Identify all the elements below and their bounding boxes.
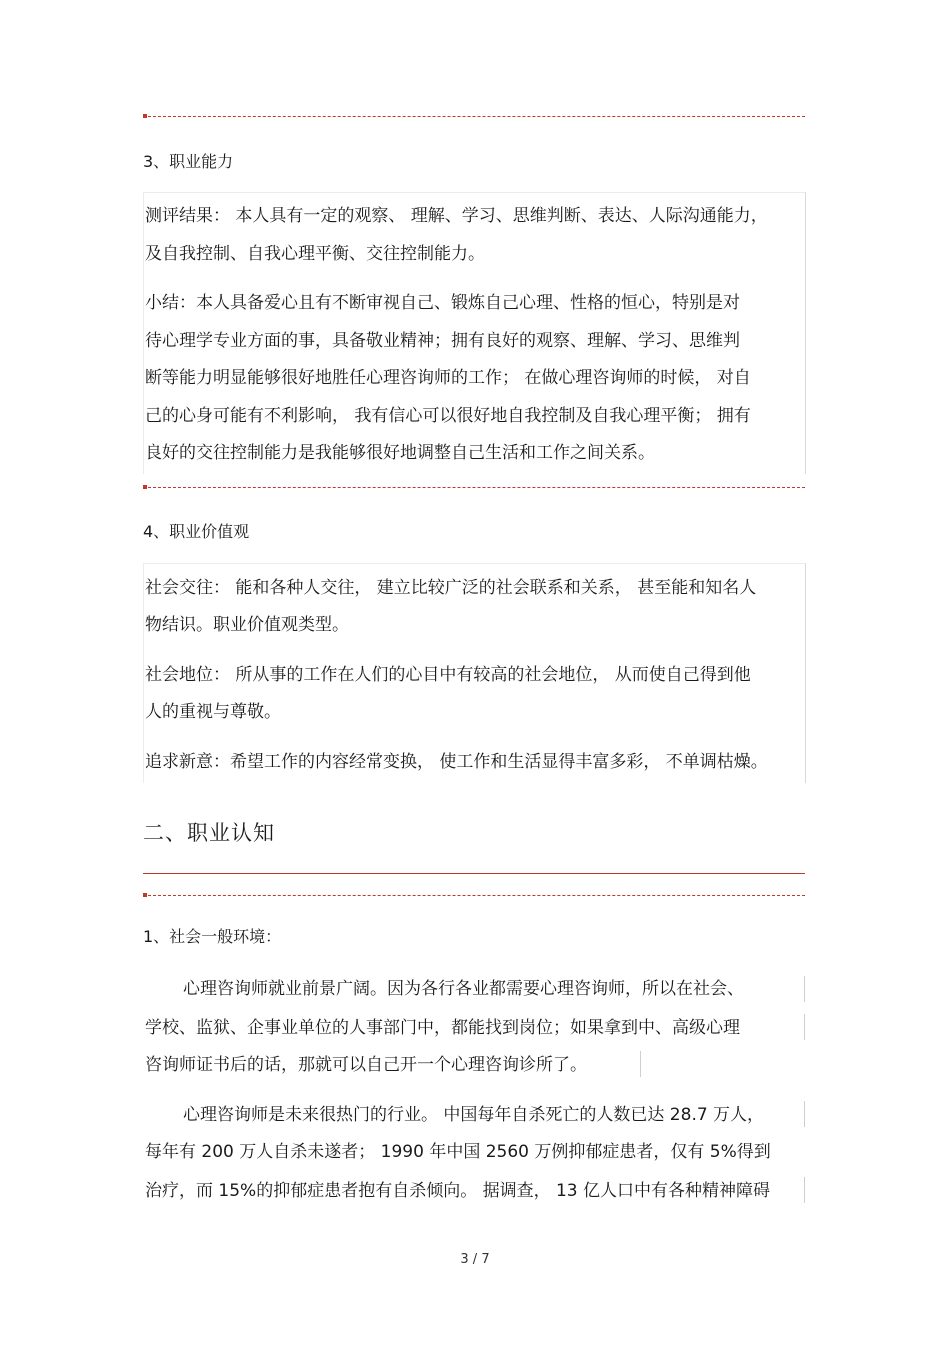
assessment-line: 测评结果： 本人具有一定的观察、 理解、学习、思维判断、表达、人际沟通能力， [145, 206, 768, 226]
social-status-line: 人的重视与尊敬。 [145, 702, 281, 722]
summary-line: 良好的交往控制能力是我能够很好地调整自己生活和工作之间关系。 [145, 443, 655, 463]
margin-bar [804, 1101, 805, 1127]
paragraph-line: 治疗，而 15%的抑郁症患者抱有自杀倾向。 据调查， 13 亿人口中有各种精神障碍 [145, 1181, 771, 1201]
dashed-divider [143, 487, 805, 488]
assessment-line: 及自我控制、自我心理平衡、交往控制能力。 [145, 244, 485, 264]
subsection-heading: 1、社会一般环境： [143, 927, 282, 946]
paragraph-line: 学校、监狱、企事业单位的人事部门中，都能找到岗位；如果拿到中、高级心理 [145, 1018, 740, 1038]
margin-bar [804, 1014, 805, 1040]
dashed-divider [143, 116, 805, 117]
paragraph-line: 心理咨询师就业前景广阔。因为各行各业都需要心理咨询师，所以在社会、 [183, 979, 744, 999]
summary-line: 待心理学专业方面的事，具备敬业精神；拥有良好的观察、理解、学习、思维判 [145, 331, 740, 351]
page-number: 3 / 7 [460, 1252, 490, 1267]
paragraph-line: 咨询师证书后的话，那就可以自己开一个心理咨询诊所了。 [145, 1055, 587, 1075]
part-heading: 二、职业认知 [143, 821, 275, 845]
section-heading: 3、职业能力 [143, 152, 234, 171]
margin-bar [804, 1177, 805, 1203]
heading-underline [143, 873, 805, 874]
summary-line: 断等能力明显能够很好地胜任心理咨询师的工作； 在做心理咨询师的时候， 对自 [145, 368, 751, 388]
social-interaction-line: 社会交往： 能和各种人交往， 建立比较广泛的社会联系和关系， 甚至能和知名人 [145, 578, 757, 598]
paragraph-line: 心理咨询师是未来很热门的行业。 中国每年自杀死亡的人数已达 28.7 万人， [183, 1105, 765, 1125]
summary-line: 小结：本人具备爱心且有不断审视自己、锻炼自己心理、性格的恒心，特别是对 [145, 293, 740, 313]
paragraph-line: 每年有 200 万人自杀未遂者； 1990 年中国 2560 万例抑郁症患者，仅有 5%得到 [145, 1142, 771, 1162]
social-interaction-line: 物结识。职业价值观类型。 [145, 615, 349, 635]
margin-bar [640, 1051, 641, 1077]
margin-bar [804, 976, 805, 1002]
novelty-line: 追求新意：希望工作的内容经常变换， 使工作和生活显得丰富多彩， 不单调枯燥。 [145, 752, 768, 772]
dashed-divider [143, 895, 805, 896]
section-heading: 4、职业价值观 [143, 522, 250, 541]
summary-line: 己的心身可能有不利影响， 我有信心可以很好地自我控制及自我心理平衡； 拥有 [145, 406, 751, 426]
social-status-line: 社会地位： 所从事的工作在人们的心目中有较高的社会地位， 从而使自己得到他 [145, 665, 751, 685]
